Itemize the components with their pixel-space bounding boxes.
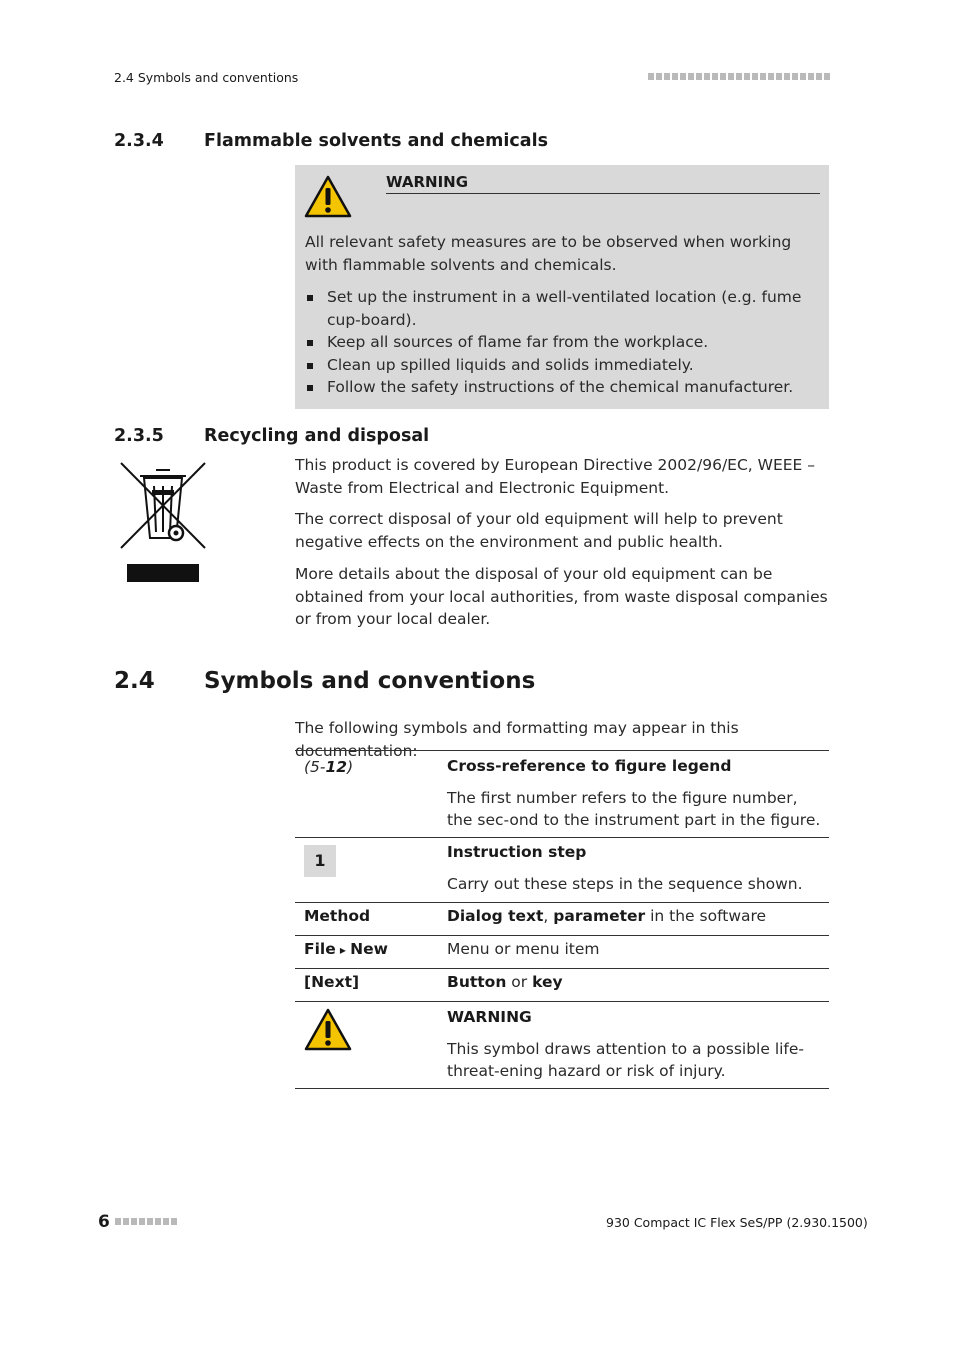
decoration-square — [131, 1218, 137, 1225]
running-header: 2.4 Symbols and conventions — [114, 70, 299, 85]
paragraph: More details about the disposal of your old equipment can be obtained from your local authorities, from waste disposal companies or from your local dealer. — [295, 565, 828, 628]
decoration-square — [115, 1218, 121, 1225]
decoration-square — [672, 73, 678, 80]
row-title: WARNING — [447, 1008, 532, 1026]
table-row — [295, 751, 829, 838]
section-number: 2.3.4 — [114, 131, 164, 151]
row-description: This symbol draws attention to a possible life-threat-ening hazard or risk of injury. — [447, 1039, 805, 1080]
symbol-cell: [Next] — [304, 973, 360, 991]
list-item: Keep all sources of flame far from the workplace. — [305, 331, 815, 354]
decoration-square — [768, 73, 774, 80]
menu-file-label: File — [304, 940, 336, 958]
dialog-text-label: Dialog text — [447, 907, 544, 925]
decoration-square — [696, 73, 702, 80]
description-cell — [438, 903, 829, 936]
key-label: key — [532, 973, 563, 991]
description-cell: Menu or menu item — [447, 940, 600, 958]
row-description: Carry out these steps in the sequence shown. — [447, 874, 803, 893]
list-item: Clean up spilled liquids and solids immediately. — [305, 354, 815, 377]
symbol-cell — [295, 751, 438, 838]
symbol-cell — [295, 936, 438, 969]
paragraph: The correct disposal of your old equipment will help to prevent negative effects on the environment and public health. — [295, 510, 783, 551]
suffix-text: in the software — [645, 907, 767, 925]
warning-bullet-list — [305, 286, 815, 399]
section-number: 2.3.5 — [114, 426, 164, 446]
conventions-table — [295, 750, 829, 1089]
warning-triangle-icon — [304, 1008, 352, 1051]
row-description: The first number refers to the figure number, the sec-ond to the instrument part in the figure. — [447, 788, 821, 829]
decoration-square — [147, 1218, 153, 1225]
symbol-cell — [295, 1002, 438, 1089]
decoration-square — [656, 73, 662, 80]
parameter-label: parameter — [553, 907, 646, 925]
section-title: Symbols and conventions — [204, 668, 536, 694]
decoration-square — [680, 73, 686, 80]
decoration-square — [648, 73, 654, 80]
list-item: Follow the safety instructions of the chemical manufacturer. — [305, 376, 815, 399]
section-title: Flammable solvents and chemicals — [204, 131, 548, 151]
table-row — [295, 1002, 829, 1089]
menu-arrow-icon: ▸ — [335, 943, 351, 957]
section-heading-2-3-5 — [114, 426, 814, 450]
decoration-square — [784, 73, 790, 80]
header-decoration-squares — [648, 73, 830, 80]
warning-text: All relevant safety measures are to be observed when working with flammable solvents and chemicals. — [305, 233, 792, 274]
section-heading-2-4 — [114, 668, 814, 700]
page-number: 6 — [98, 1212, 110, 1232]
product-name: 930 Compact IC Flex SeS/PP (2.930.1500) — [606, 1215, 868, 1230]
description-cell — [438, 751, 829, 838]
decoration-square — [163, 1218, 169, 1225]
row-title: Instruction step — [447, 843, 587, 861]
section-heading-2-3-4 — [114, 131, 814, 155]
decoration-square — [728, 73, 734, 80]
decoration-square — [712, 73, 718, 80]
decoration-square — [664, 73, 670, 80]
symbol-cell: Method — [304, 907, 371, 925]
warning-label: WARNING — [386, 173, 820, 194]
section-title: Recycling and disposal — [204, 426, 430, 446]
xref-bold-number: 12 — [325, 758, 348, 776]
decoration-square — [808, 73, 814, 80]
decoration-square — [704, 73, 710, 80]
separator-text: , — [543, 907, 554, 925]
decoration-square — [139, 1218, 145, 1225]
xref-prefix: (5- — [304, 758, 326, 776]
intro-paragraph: The following symbols and formatting may appear in this documentation: — [295, 719, 739, 760]
decoration-square — [123, 1218, 129, 1225]
decoration-square — [155, 1218, 161, 1225]
decoration-square — [752, 73, 758, 80]
decoration-square — [688, 73, 694, 80]
section-number: 2.4 — [114, 668, 155, 694]
footer-decoration-squares — [115, 1218, 177, 1225]
weee-crossed-bin-icon — [118, 460, 208, 584]
menu-new-label: New — [350, 940, 388, 958]
description-cell — [438, 1002, 829, 1089]
decoration-square — [760, 73, 766, 80]
decoration-square — [816, 73, 822, 80]
table-row — [295, 903, 829, 936]
warning-triangle-icon — [304, 175, 352, 218]
instruction-step-badge: 1 — [304, 845, 336, 877]
decoration-square — [776, 73, 782, 80]
list-item: Set up the instrument in a well-ventilated location (e.g. fume cup-board). — [305, 286, 815, 331]
decoration-square — [744, 73, 750, 80]
separator-text: or — [506, 973, 533, 991]
decoration-square — [800, 73, 806, 80]
row-title: Cross-reference to figure legend — [447, 757, 732, 775]
symbol-cell — [295, 838, 438, 903]
button-label: Button — [447, 973, 507, 991]
decoration-square — [736, 73, 742, 80]
table-row — [295, 838, 829, 903]
table-row — [295, 969, 829, 1002]
paragraph: This product is covered by European Directive 2002/96/EC, WEEE – Waste from Electrical and Electronic Equipment. — [295, 456, 816, 497]
xref-symbol — [304, 758, 353, 776]
xref-suffix: ) — [347, 758, 354, 776]
description-cell — [438, 838, 829, 903]
decoration-square — [824, 73, 830, 80]
description-cell — [438, 969, 829, 1002]
table-row — [295, 936, 829, 969]
decoration-square — [171, 1218, 177, 1225]
decoration-square — [720, 73, 726, 80]
warning-box — [295, 165, 829, 409]
decoration-square — [792, 73, 798, 80]
